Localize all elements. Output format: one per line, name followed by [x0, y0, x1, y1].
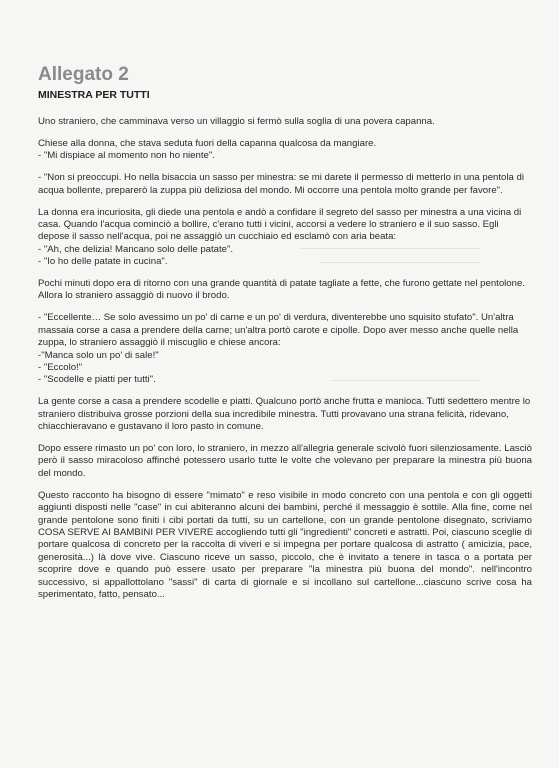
paragraph-line: Dopo essere rimasto un po' con loro, lo straniero, in mezzo all'allegria generale scivolò fuori silenziosamente. Lasciò però il sasso miracoloso affinché potessero usarlo tutte le volte che volevano per preparare la minestra più buona del mondo. [38, 443, 532, 479]
paragraph-line: Questo racconto ha bisogno di essere "mimato" e reso visibile in modo concreto con una pentola e con gli oggetti aggiunti disposti nelle "case" in cui abiteranno alcuni dei bambini, perché il messaggio è sottile. Alla fine, come nel grande pentolone sono finiti i cibi portati da tutti, su un cartellone, con un grande pentolone disegnato, scriviamo COSA SERVE AI BAMBINI PER VIVERE accogliendo tutti gli "ingredienti" concreti e astratti. Poi, ciascuno sceglie di portare qualcosa di concreto per la raccolta di viveri e si impegna per portare qualcosa di astratto ( amicizia, pace, generosità...) là dove vive. Ciascuno riceve un sasso, piccolo, che è invitato a tenere in tasca o a portata per scoprire dove e quando può essere usato per preparare "la minestra più buona del mondo". nell'incontro successivo, si appallottolano "sassi" di carta di giornale e si incollano sul cartellone...ciascuno scrive cosa ha sperimentato, fatto, pensato... [38, 489, 533, 600]
document-body [38, 64, 532, 611]
paragraph-9 [38, 490, 532, 602]
paragraph-line: - "Eccellente… Se solo avessimo un po' di carne e un po' di verdura, diventerebbe uno squisito stufato". Un'altra massaia corse a casa a prendere della carne; un'altra portò carote e cipolle. Dopo aver messo anche quelle nella zuppa, lo straniero assaggiò il miscuglio e chiese ancora: [38, 312, 519, 349]
paragraph-5 [38, 278, 532, 303]
paragraph-8 [38, 443, 532, 480]
dialogue-line: - "Eccolo!" [38, 362, 83, 373]
paragraph-1 [38, 116, 532, 128]
document-title: Allegato 2 [38, 64, 129, 85]
paragraph-line: Chiese alla donna, che stava seduta fuori della capanna qualcosa da mangiare. [38, 137, 377, 149]
paragraph-2 [38, 138, 532, 163]
paragraph-7 [38, 396, 532, 433]
dialogue-line: - "Non si preoccupi. Ho nella bisaccia un sasso per minestra: se mi darete il permesso di metterlo in una pentola di acqua bollente, preparerò la zuppa più deliziosa del mondo. Mi occorre una pentola molto grande per favore". [38, 172, 524, 196]
dialogue-line: - "Scodelle e piatti per tutti". [38, 374, 156, 386]
dialogue-line: -"Manca solo un po' di sale!" [38, 349, 159, 361]
paragraph-3 [38, 172, 532, 197]
paragraph-line: La donna era incuriosita, gli diede una pentola e andò a confidare il segreto del sasso per minestra a una vicina di casa. Quando l'acqua cominciò a bollire, c'erano tutti i vicini, accorsi a vedere lo straniero e il suo sasso. Egli depose il sasso nell'acqua, poi ne assaggiò un cucchiaio ed esclamò con aria beata: [38, 206, 522, 243]
paragraph-line: La gente corse a casa a prendere scodelle e piatti. Qualcuno portò anche frutta e manioca. Tutti sedettero mentre lo straniero distribuiva grosse porzioni della sua incredibile minestra. Tutti provavano una strana felicità, ridevano, chiacchieravano e gustavano il loro pasto in comune. [38, 396, 531, 433]
dialogue-line: - "Io ho delle patate in cucina". [38, 256, 168, 268]
document-subtitle: MINESTRA PER TUTTI [38, 89, 150, 101]
paragraph-line: Uno straniero, che camminava verso un villaggio si fermò sulla soglia di una povera capanna. [38, 116, 435, 127]
paragraph-6 [38, 312, 532, 386]
paragraph-line: Pochi minuti dopo era di ritorno con una grande quantità di patate tagliate a fette, che furono gettate nel pentolone. Allora lo straniero assaggiò di nuovo il brodo. [38, 278, 525, 302]
dialogue-line: - "Mi dispiace al momento non ho niente". [38, 150, 215, 162]
paragraph-4 [38, 207, 532, 269]
dialogue-line: - "Ah, che delizia! Mancano solo delle patate". [38, 243, 234, 255]
